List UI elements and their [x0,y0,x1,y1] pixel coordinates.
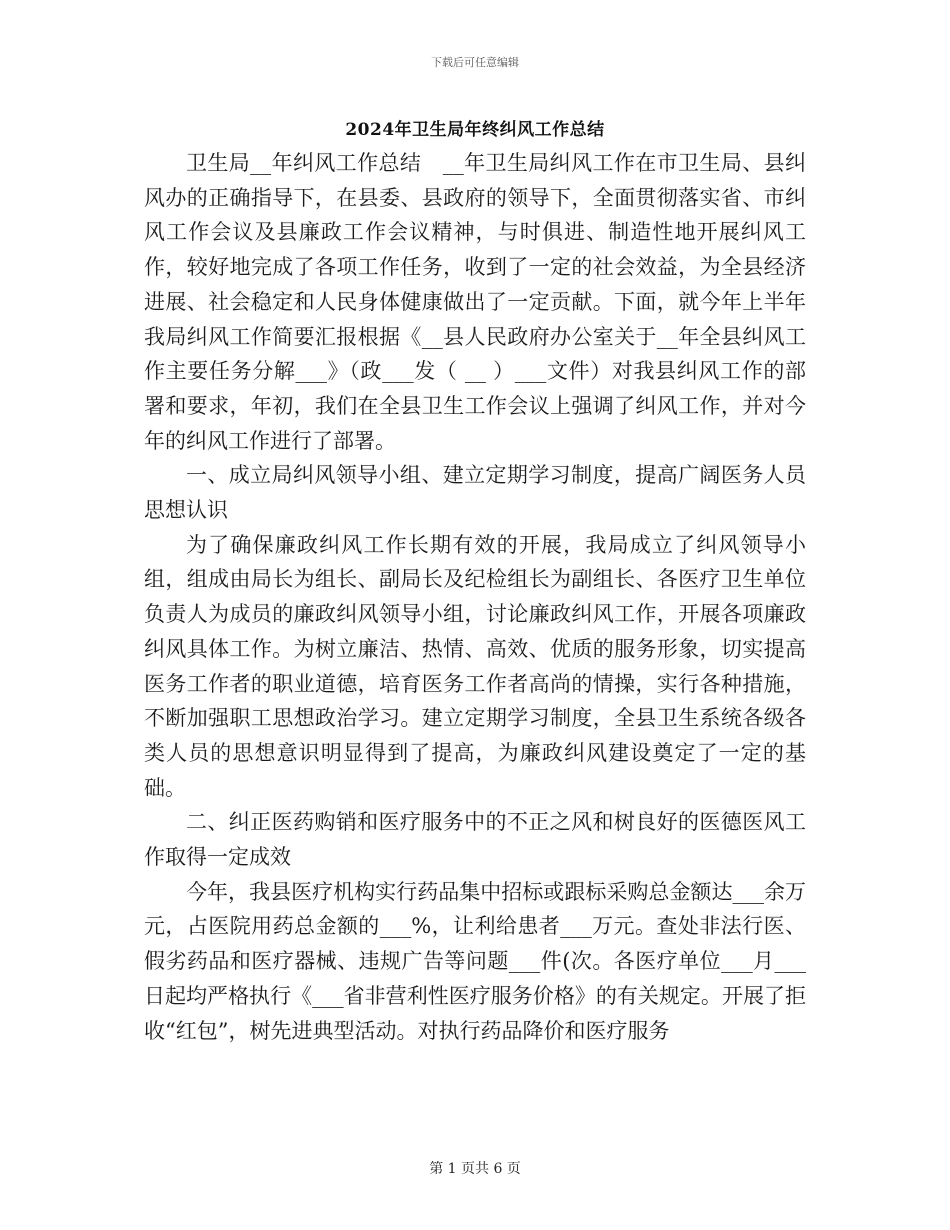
section-heading-1: 一、成立局纠风领导小组、建立定期学习制度，提高广阔医务人员思想认识 [144,463,806,523]
page-number: 第 1 页共 6 页 [429,1161,521,1177]
download-note: 下载后可任意编辑 [431,56,519,69]
paragraph-section-1: 为了确保廉政纠风工作长期有效的开展，我局成立了纠风领导小组，组成由局长为组长、副局长及纪检组长为副组长、各医疗卫生单位负责人为成员的廉政纠风领导小组，讨论廉政纠风工作，开展各项廉政纠风具体工作。为树立廉洁、热情、高效、优质的服务形象，切实提高医务工作者的职业道德，培育医务工作者高尚的情操，实行各种措施，不断加强职工思想政治学习。建立定期学习制度，全县卫生系统各级各类人员的思想意识明显得到了提高，为廉政纠风建设奠定了一定的基础。 [144,532,806,800]
paragraph-intro: 卫生局__年纠风工作总结 __年卫生局纠风工作在市卫生局、县纠风办的正确指导下，在县委、县政府的领导下，全面贯彻落实省、市纠风工作会议及县廉政工作会议精神，与时俱进、制造性地开展纠风工作，较好地完成了各项工作任务，收到了一定的社会效益，为全县经济进展、社会稳定和人民身体健康做出了一定贡献。下面，就今年上半年我局纠风工作简要汇报根据《__县人民政府办公室关于__年全县纠风工作主要任务分解___》（政___发（ __ ）___文件）对我县纠风工作的部署和要求，年初，我们在全县卫生工作会议上强调了纠风工作，并对今年的纠风工作进行了部署。 [144,151,806,453]
paragraph-section-2: 今年，我县医疗机构实行药品集中招标或跟标采购总金额达___余万元，占医院用药总金额的___%，让利给患者___万元。查处非法行医、假劣药品和医疗器械、违规广告等问题___件(次。各医疗单位___月___日起均严格执行《___省非营利性医疗服务价格》的有关规定。开展了拒收“红包”，树先进典型活动。对执行药品降价和医疗服务 [144,879,806,1043]
section-heading-2: 二、纠正医药购销和医疗服务中的不正之风和树良好的医德医风工作取得一定成效 [144,810,806,870]
document-body [144,146,806,1048]
document-title: 2024年卫生局年终纠风工作总结 [345,120,605,140]
